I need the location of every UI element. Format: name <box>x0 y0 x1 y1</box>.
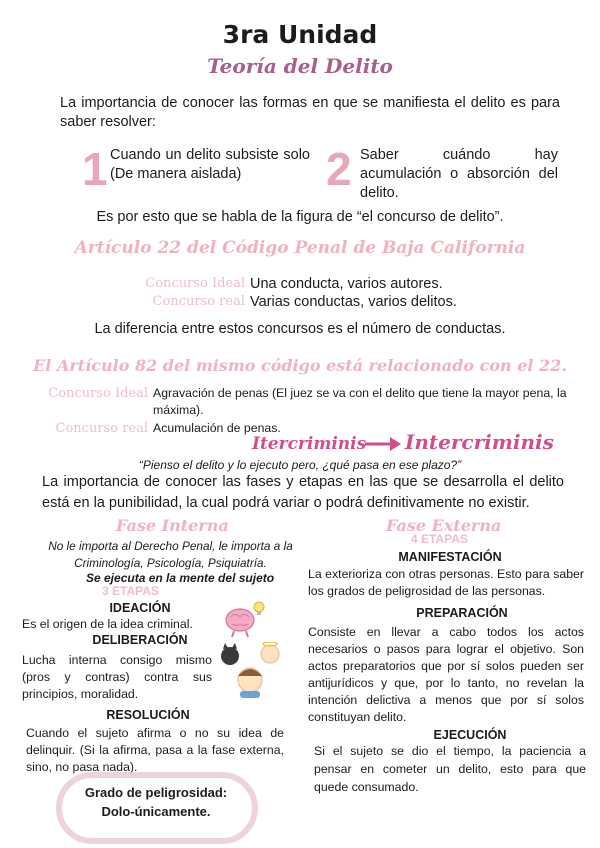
fase-interna-heading: Fase Interna <box>116 516 229 535</box>
number-two-badge: 2 <box>326 143 352 195</box>
fase-externa-heading: Fase Externa <box>386 516 502 535</box>
stage-deliberacion-title: DELIBERACIÓN <box>92 633 188 647</box>
stage-ideacion-text: Es el origen de la idea criminal. <box>22 617 193 631</box>
number-one-badge: 1 <box>82 143 108 195</box>
danger-degree-text: Grado de peligrosidad: Dolo-únicamente. <box>84 785 228 819</box>
arrow-right-icon <box>364 434 402 459</box>
article-82-heading: El Artículo 82 del mismo código está relacionado con el 22. <box>33 356 567 375</box>
page-subtitle: Teoría del Delito <box>207 54 393 78</box>
iter-quote: “Pienso el delito y lo ejecuto pero, ¿qué pasa en ese plazo?” <box>138 458 462 472</box>
itercriminis-word: Itercriminis <box>252 434 367 454</box>
stage-manifestacion-text: La exterioriza con otras personas. Esto para saber los grados de peligrosidad de las personas. <box>308 567 584 598</box>
stage-preparacion-text: Consiste en llevar a cabo todos los actos necesarios o pasos para lograr el objetivo. Son actos preparatorios que por sí solos pueden ser antijurídicos y que, por lo tanto, no revelan la intención delictiva a menos que por sí solos constituyan delito. <box>308 625 584 724</box>
stage-resolucion-text: Cuando el sujeto afirma o no su idea de delinquir. (Si la afirma, pasa a la fase externa, sino, no pasa nada). <box>26 726 284 774</box>
concurso-sentence: Es por esto que se habla de la figura de “el concurso de delito”. <box>96 209 504 225</box>
stage-preparacion-title: PREPARACIÓN <box>416 606 508 620</box>
concurso-ideal-text: Una conducta, varios autores. <box>250 276 443 292</box>
devil-angel-dilemma-icon <box>218 642 282 703</box>
page-title: 3ra Unidad <box>222 20 378 49</box>
intro-paragraph: La importancia de conocer las formas en que se manifiesta el delito es para saber resolver: <box>60 95 560 130</box>
a82-real-text: Acumulación de penas. <box>153 421 281 435</box>
stage-ideacion-title: IDEACIÓN <box>109 601 171 615</box>
brain-lightbulb-icon <box>222 600 266 645</box>
a82-real-label: Concurso real <box>55 421 148 436</box>
stage-manifestacion-title: MANIFESTACIÓN <box>398 550 502 564</box>
external-stages-label: 4 ETAPAS <box>411 532 468 546</box>
article-22-heading: Artículo 22 del Código Penal de Baja California <box>74 238 526 258</box>
a82-ideal-text: Agravación de penas (El juez se va con el delito que tiene la mayor pena, la máxima). <box>153 386 567 417</box>
a82-ideal-label: Concurso Ideal <box>48 386 148 401</box>
internal-stages-label: 3 ETAPAS <box>102 584 159 598</box>
concurso-real-label: Concurso real <box>152 294 245 309</box>
stage-deliberacion-text: Lucha interna consigo mismo (pros y contras) contra sus principios, moralidad. <box>22 653 212 701</box>
fase-interna-mind: Se ejecuta en la mente del sujeto <box>86 571 275 585</box>
concurso-real-text: Varias conductas, varios delitos. <box>250 294 457 310</box>
point-two-text: Saber cuándo hay acumulación o absorción del delito. <box>360 147 558 201</box>
stage-ejecucion-text: Si el sujeto se dio el tiempo, la paciencia a pensar en cometer un delito, esto para que quede consumado. <box>314 744 586 794</box>
point-one-text: Cuando un delito subsiste solo (De manera aislada) <box>110 147 310 182</box>
iter-paragraph: La importancia de conocer las fases y etapas en las que se desarrolla el delito está en la punibilidad, la cual podrá variar o podrá definitivamente no existir. <box>42 474 564 511</box>
stage-resolucion-title: RESOLUCIÓN <box>106 708 190 722</box>
intercriminis-word: Intercriminis <box>405 430 554 454</box>
fase-interna-note: No le importa al Derecho Penal, le importa a la Criminología, Psicología, Psiquiatría. <box>48 539 293 570</box>
difference-sentence: La diferencia entre estos concursos es el número de conductas. <box>94 321 506 337</box>
concurso-ideal-label: Concurso Ideal <box>145 276 245 291</box>
stage-ejecucion-title: EJECUCIÓN <box>433 728 507 742</box>
